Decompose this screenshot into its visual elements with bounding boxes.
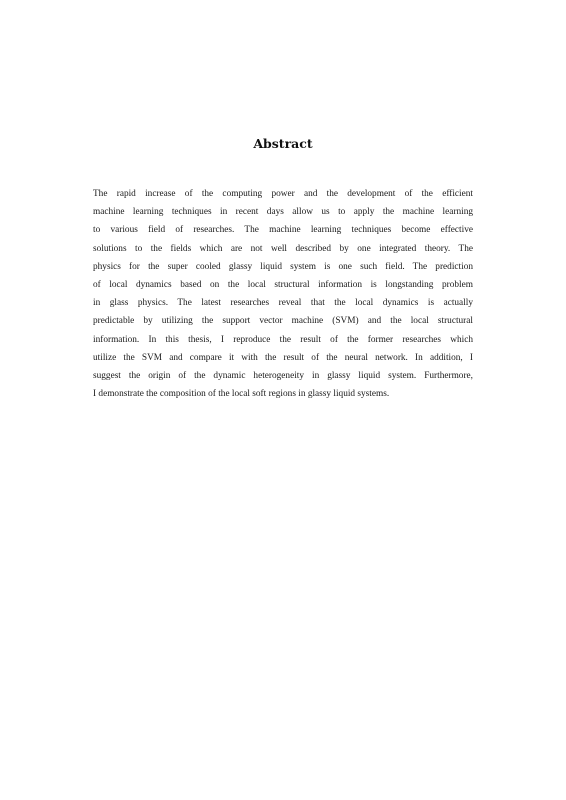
abstract-line: to various field of researches. The machine learning techniques become effective — [93, 225, 473, 236]
abstract-line: I demonstrate the composition of the local soft regions in glassy liquid systems. — [93, 389, 390, 400]
abstract-line: solutions to the fields which are not well described by one integrated theory. The — [93, 243, 473, 254]
abstract-line: of local dynamics based on the local structural information is longstanding problem — [93, 280, 473, 291]
abstract-line: in glass physics. The latest researches reveal that the local dynamics is actually — [93, 298, 473, 309]
abstract-line: The rapid increase of the computing power and the development of the efficient — [93, 189, 473, 199]
abstract-line: information. In this thesis, I reproduce the result of the former researches which — [93, 334, 473, 345]
abstract-line: machine learning techniques in recent days allow us to apply the machine learning — [93, 207, 473, 218]
abstract-line: physics for the super cooled glassy liquid system is one such field. The prediction — [93, 261, 473, 272]
abstract-line: utilize the SVM and compare it with the result of the neural network. In addition, I — [93, 352, 473, 363]
abstract-line: predictable by utilizing the support vector machine (SVM) and the local structural — [93, 316, 473, 327]
abstract-line: suggest the origin of the dynamic heterogeneity in glassy liquid system. Furthermore, — [93, 371, 473, 382]
abstract-paragraph — [93, 185, 473, 403]
abstract-heading: Abstract — [253, 136, 313, 151]
